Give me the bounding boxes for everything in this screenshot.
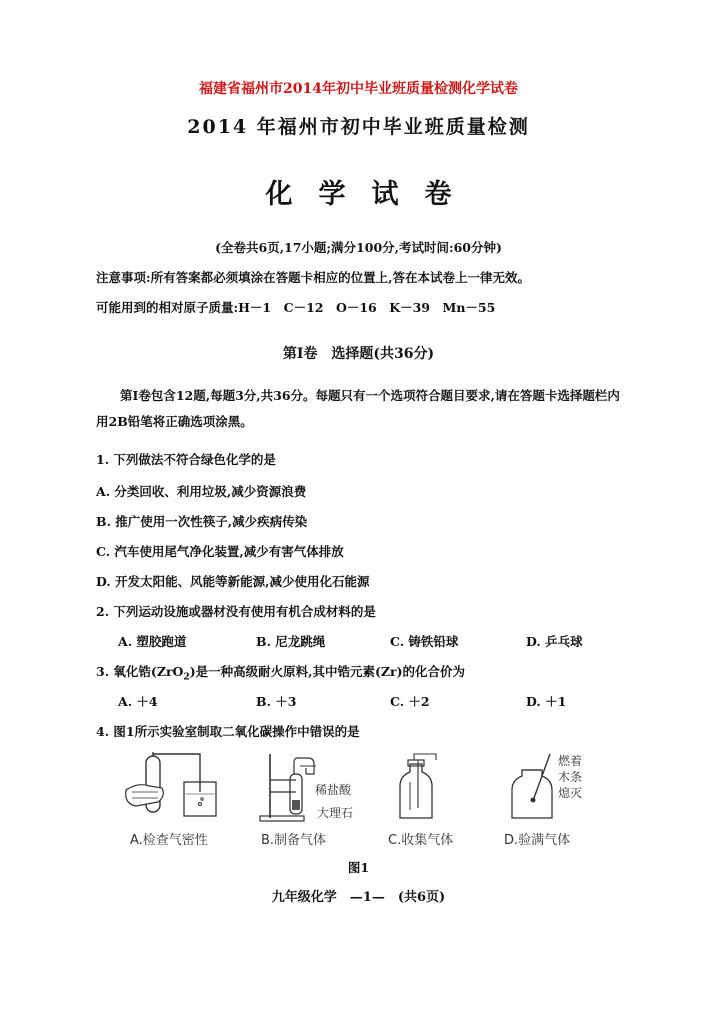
q4-caption-b: B.制备气体 [261,833,327,848]
q2-option-c: C. 铸铁铅球 [390,634,459,649]
figure-airtightness-check [118,752,228,824]
label-stick-3: 熄灭 [558,786,583,800]
notice: 注意事项:所有答案都必须填涂在答题卡相应的位置上,答在本试卷上一律无效。 [96,270,530,285]
q3-option-d: D. ＋1 [526,694,567,709]
figure-label: 图1 [347,860,370,875]
q4-stem: 4. 图1所示实验室制取二氧化碳操作中错误的是 [96,724,360,739]
q3-option-b: B. ＋3 [256,694,297,709]
label-marble: 大理石 [317,806,354,820]
q2-option-b: B. 尼龙跳绳 [256,634,326,649]
q4-caption-d: D.验满气体 [504,833,571,848]
q1-option-a: A. 分类回收、利用垃圾,减少资源浪费 [96,484,307,499]
q2-option-d: D. 乒乓球 [526,634,583,649]
q3-stem [96,662,465,683]
label-burning-stick [558,753,582,801]
q4-caption-c: C.收集气体 [388,833,454,848]
q3-stem-post: )是一种高级耐火原料,其中锆元素(Zr)的化合价为 [189,664,465,679]
label-dilute-hcl: 稀盐酸 [315,783,352,797]
label-stick-2: 木条 [558,770,583,784]
q3-stem-pre: 3. 氧化锆(ZrO [96,664,184,679]
q4-caption-a: A.检查气密性 [130,833,208,848]
q1-stem: 1. 下列做法不符合绿色化学的是 [96,452,276,467]
label-stick-1: 燃着 [558,754,583,768]
q1-option-d: D. 开发太阳能、风能等新能源,减少使用化石能源 [96,574,370,589]
q2-option-a: A. 塑胶跑道 [118,634,187,649]
section-intro: 第Ⅰ卷包含12题,每题3分,共36分。每题只有一个选项符合题目要求,请在答题卡选择题栏内用2B铅笔将正确选项涂黑。 [96,388,620,429]
q1-option-b: B. 推广使用一次性筷子,减少疾病传染 [96,514,308,529]
q1-option-c: C. 汽车使用尾气净化装置,减少有害气体排放 [96,544,344,559]
q3-stem-sub: 2 [183,672,190,683]
section-title: 第Ⅰ卷 选择题(共36分) [282,346,435,362]
red-title: 福建省福州市2014年初中毕业班质量检测化学试卷 [199,81,518,97]
q3-option-c: C. ＋2 [390,694,430,709]
figure-gas-collection [396,752,446,824]
q2-stem: 2. 下列运动设施或器材没有使用有机合成材料的是 [96,604,376,619]
exam-summary: (全卷共6页,17小题;满分100分,考试时间:60分钟) [215,240,502,255]
page-footer: 九年级化学 —1— (共6页) [271,890,446,905]
atomic-mass: 可能用到的相对原子质量:H－1 C－12 O－16 K－39 Mn－55 [96,300,496,315]
main-title: 2014 年福州市初中毕业班质量检测 [187,116,530,138]
exam-title: 化学试卷 [265,179,478,210]
q3-option-a: A. ＋4 [118,694,158,709]
